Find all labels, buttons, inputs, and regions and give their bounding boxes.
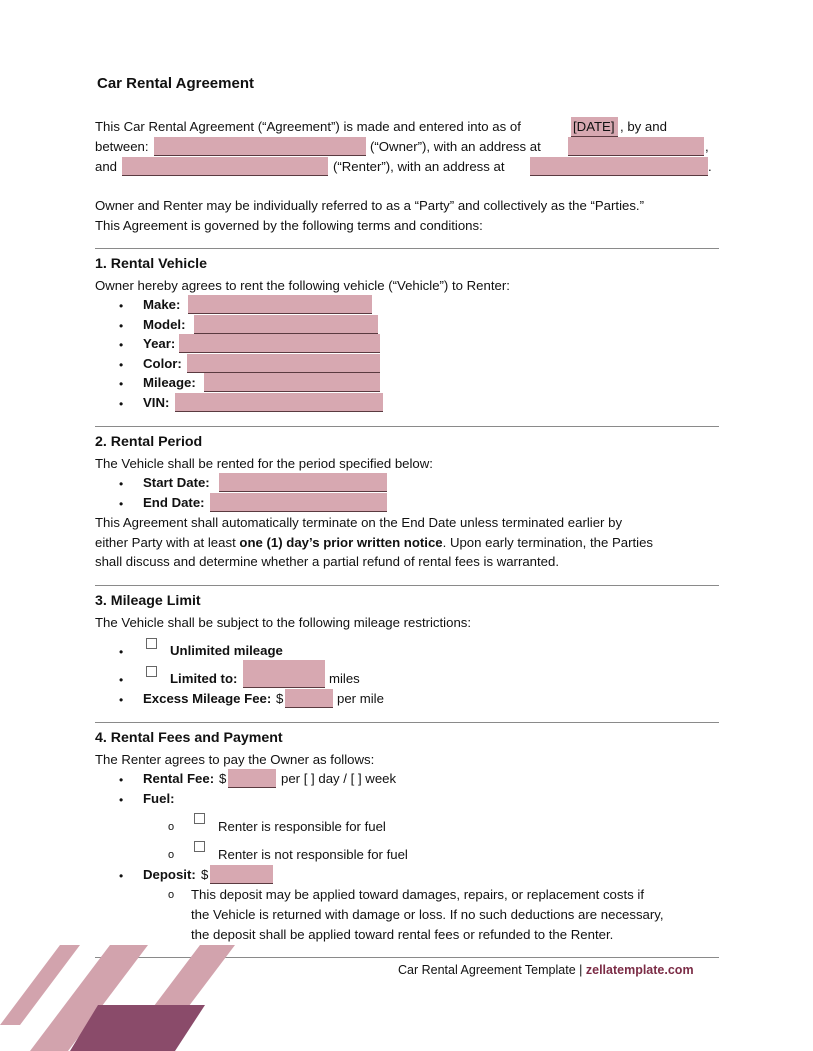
make-field[interactable] <box>188 295 372 314</box>
bullet: • <box>119 358 124 372</box>
dollar-sign: $ <box>276 691 284 706</box>
section-2-heading: 2. Rental Period <box>95 434 203 450</box>
color-label: Color: <box>143 356 182 371</box>
owner-address-field[interactable] <box>568 137 704 156</box>
footer-separator: | <box>579 963 583 977</box>
intro-line-1b: , by and <box>620 119 667 134</box>
intro-line-2a: between: <box>95 139 149 154</box>
fuel-option-2: Renter is not responsible for fuel <box>218 847 408 862</box>
bullet: • <box>119 693 124 707</box>
section-4-intro: The Renter agrees to pay the Owner as follows: <box>95 752 375 767</box>
intro-line-3a: and <box>95 159 118 174</box>
section-2-intro: The Vehicle shall be rented for the period specified below: <box>95 456 433 471</box>
renter-address-field[interactable] <box>530 157 708 176</box>
bullet: • <box>119 397 124 411</box>
divider <box>95 248 719 249</box>
deposit-field[interactable] <box>210 865 273 884</box>
mileage-field[interactable] <box>204 373 380 392</box>
page-title: Car Rental Agreement <box>97 75 254 92</box>
dollar-sign: $ <box>201 867 209 882</box>
intro-line-1a: This Car Rental Agreement (“Agreement”) is made and entered into as of <box>95 119 521 134</box>
bullet: • <box>119 869 124 883</box>
intro-line-3b: (“Renter”), with an address at <box>333 159 505 174</box>
bullet: • <box>119 319 124 333</box>
deposit-line-3: the deposit shall be applied toward rental fees or refunded to the Renter. <box>191 927 614 942</box>
miles-unit: miles <box>329 671 360 686</box>
fuel-option-1: Renter is responsible for fuel <box>218 819 386 834</box>
model-field[interactable] <box>194 315 378 334</box>
section-3-intro: The Vehicle shall be subject to the following mileage restrictions: <box>95 615 472 630</box>
sub-bullet: o <box>168 849 175 861</box>
intro-line-2c: , <box>705 139 709 154</box>
bullet: • <box>119 673 124 687</box>
parties-line-1: Owner and Renter may be individually referred to as a “Party” and collectively as the “Parties.” <box>95 198 644 213</box>
divider <box>95 585 719 586</box>
deposit-line-2: the Vehicle is returned with damage or loss. If no such deductions are necessary, <box>191 907 664 922</box>
termination-text-a: either Party with at least <box>95 535 236 550</box>
footer-template-name: Car Rental Agreement Template <box>398 963 576 977</box>
intro-line-2b: (“Owner”), with an address at <box>370 139 541 154</box>
rental-fee-field[interactable] <box>228 769 276 788</box>
fuel-not-responsible-checkbox[interactable] <box>194 841 205 852</box>
date-placeholder: [DATE] <box>573 119 615 134</box>
end-date-field[interactable] <box>210 493 387 512</box>
limited-mileage-checkbox[interactable] <box>146 666 157 677</box>
model-label: Model: <box>143 317 186 332</box>
renter-name-field[interactable] <box>122 157 328 176</box>
notice-period: one (1) day’s prior written notice <box>239 535 443 550</box>
footer-text <box>398 963 694 977</box>
termination-text-c: . Upon early termination, the Parties <box>442 535 653 550</box>
fuel-responsible-checkbox[interactable] <box>194 813 205 824</box>
bullet: • <box>119 793 124 807</box>
bullet: • <box>119 773 124 787</box>
dollar-sign: $ <box>219 771 227 786</box>
deposit-label: Deposit: <box>143 867 196 882</box>
unlimited-mileage-label: Unlimited mileage <box>170 643 283 658</box>
rental-period-options: per [ ] day / [ ] week <box>281 771 397 786</box>
bullet: • <box>119 377 124 391</box>
decorative-stripes <box>0 940 260 1051</box>
bullet: • <box>119 645 124 659</box>
year-field[interactable] <box>179 334 380 353</box>
per-mile-label: per mile <box>337 691 384 706</box>
bullet: • <box>119 299 124 313</box>
unlimited-mileage-checkbox[interactable] <box>146 638 157 649</box>
parties-line-2: This Agreement is governed by the following terms and conditions: <box>95 218 483 233</box>
section-4-heading: 4. Rental Fees and Payment <box>95 730 283 746</box>
sub-bullet: o <box>168 889 175 901</box>
mileage-limit-field[interactable] <box>243 660 325 688</box>
intro-line-3c: . <box>708 159 712 174</box>
bullet: • <box>119 497 124 511</box>
bullet: • <box>119 338 124 352</box>
section-3-heading: 3. Mileage Limit <box>95 593 201 609</box>
vin-field[interactable] <box>175 393 383 412</box>
deposit-line-1: This deposit may be applied toward damages, repairs, or replacement costs if <box>191 887 644 902</box>
vin-label: VIN: <box>143 395 170 410</box>
bullet: • <box>119 477 124 491</box>
section-1-heading: 1. Rental Vehicle <box>95 256 207 272</box>
make-label: Make: <box>143 297 181 312</box>
rental-fee-label: Rental Fee: <box>143 771 215 786</box>
section-1-intro: Owner hereby agrees to rent the following vehicle (“Vehicle”) to Renter: <box>95 278 510 293</box>
termination-line-2 <box>95 535 653 550</box>
excess-fee-label: Excess Mileage Fee: <box>143 691 272 706</box>
end-date-label: End Date: <box>143 495 205 510</box>
termination-line-1: This Agreement shall automatically terminate on the End Date unless terminated earlier by <box>95 515 623 530</box>
limited-to-label: Limited to: <box>170 671 238 686</box>
termination-line-3: shall discuss and determine whether a partial refund of rental fees is warranted. <box>95 554 560 569</box>
divider <box>95 722 719 723</box>
fuel-label: Fuel: <box>143 791 175 806</box>
mileage-label: Mileage: <box>143 375 196 390</box>
color-field[interactable] <box>187 354 380 373</box>
excess-fee-field[interactable] <box>285 689 333 708</box>
owner-name-field[interactable] <box>154 137 366 156</box>
divider <box>95 426 719 427</box>
year-label: Year: <box>143 336 176 351</box>
sub-bullet: o <box>168 821 175 833</box>
footer-site-link[interactable]: zellatemplate.com <box>585 963 694 977</box>
start-date-field[interactable] <box>219 473 387 492</box>
start-date-label: Start Date: <box>143 475 210 490</box>
